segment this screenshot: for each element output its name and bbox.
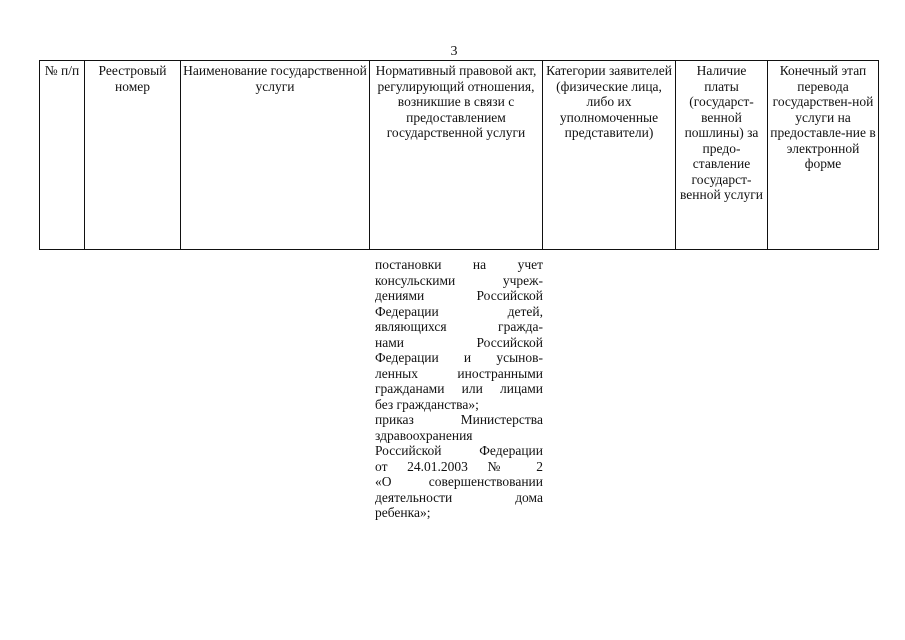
page-number: 3	[450, 44, 458, 59]
text-line: дениями Российской	[375, 288, 543, 303]
header-final-stage: Конечный этап перевода государствен-ной услуги на предоставле-ние в электронной форме	[768, 61, 879, 250]
text-line: являющихся гражда-	[375, 319, 543, 334]
text-line: Федерации и усынов-	[375, 350, 543, 365]
text-line: приказ Министерства	[375, 412, 543, 427]
services-table-header	[39, 60, 879, 250]
text-line: Российской Федерации	[375, 443, 543, 458]
header-normative-act: Нормативный правовой акт, регулирующий отношения, возникшие в связи с предоставлением государственной услуги	[370, 61, 543, 250]
header-number: № п/п	[40, 61, 85, 250]
text-line: нами Российской	[375, 334, 543, 350]
text-line: Федерации детей,	[375, 303, 543, 319]
text-line: «О совершенствовании	[375, 474, 543, 489]
text-line: деятельности дома	[375, 489, 543, 505]
text-line: ленных иностранными	[375, 365, 543, 381]
text-line: гражданами или лицами	[375, 381, 543, 396]
header-applicant-categories: Категории заявителей (физические лица, либо их уполномоченные представители)	[543, 61, 676, 250]
text-line: ребенка»;	[375, 505, 431, 520]
text-line: консульскими учреж-	[375, 272, 543, 288]
header-service-name: Наименование государственной услуги	[181, 61, 370, 250]
header-registry-number: Реестровый номер	[85, 61, 181, 250]
text-line: от 24.01.2003 № 2	[375, 458, 543, 474]
text-line: здравоохранения	[375, 427, 473, 443]
normative-act-continuation	[375, 257, 543, 521]
text-line: без гражданства»;	[375, 396, 479, 412]
header-fee: Наличие платы (государст-венной пошлины) за предо-ставление государст-венной услуги	[676, 61, 768, 250]
text-line: постановки на учет	[375, 257, 543, 272]
